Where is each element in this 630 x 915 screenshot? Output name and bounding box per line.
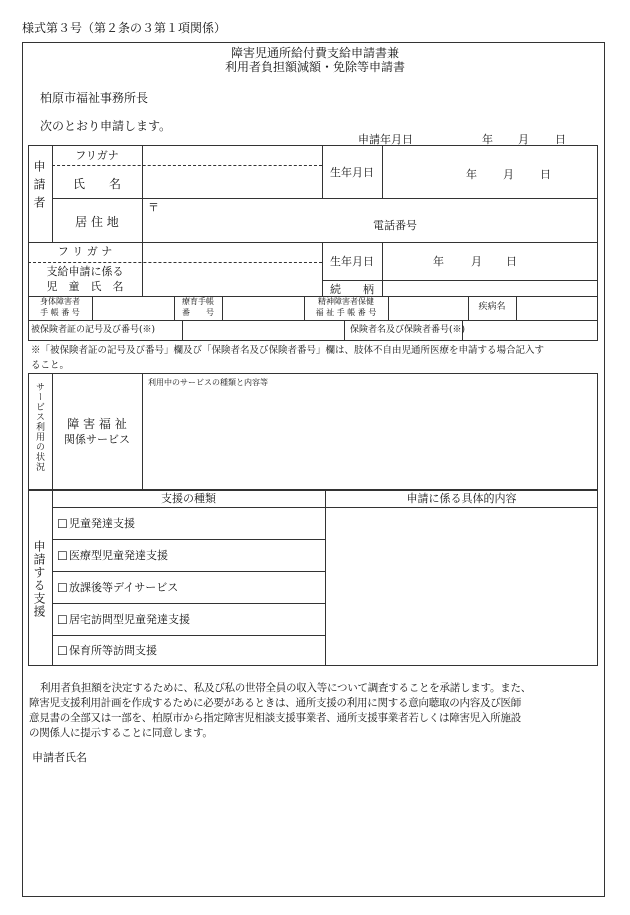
mental-handbook-label-line2: 福 祉 手 帳 番 号 [315, 308, 377, 317]
disease-label: 疾病名 [478, 302, 506, 312]
child-name-label-line1: 支給申請に係る [46, 265, 124, 278]
postal-mark: 〒 [148, 201, 159, 214]
signature-label: 申請者氏名 [32, 751, 87, 764]
service-section-label: サービス利用の状況 [34, 382, 44, 472]
child-birth-field[interactable] [383, 243, 597, 279]
insurer-field[interactable] [463, 321, 597, 340]
applicant-address-label: 居 住 地 [75, 215, 119, 229]
applicant-birth-label: 生年月日 [330, 166, 374, 179]
signature-field[interactable] [100, 746, 400, 768]
service-content-label: 利用中のサービスの種類と内容等 [148, 378, 268, 387]
support-option-medical-child-development[interactable] [53, 540, 324, 571]
insurer-label: 保険者名及び保険者番号(※) [350, 325, 466, 335]
support-option-label: 医療型児童発達支援 [69, 549, 168, 562]
child-name-label-line2: 児 童 氏 名 [46, 280, 124, 293]
support-option-label: 児童発達支援 [69, 517, 135, 530]
child-birth-month-unit: 月 [471, 255, 482, 268]
note-line1: ※「被保険者証の記号及び番号」欄及び「保険者名及び保険者番号」欄は、肢体不自由児通所医療を申請する場合記入す [31, 345, 545, 356]
form-label: 様式第３号（第２条の３第１項関係） [22, 21, 227, 35]
support-option-label: 保育所等訪問支援 [69, 644, 157, 657]
insurance-card-label: 被保険者証の記号及び番号(※) [31, 325, 156, 335]
application-day-field[interactable] [530, 131, 554, 145]
applicant-address-field[interactable] [143, 199, 597, 241]
checkbox-icon[interactable]: ☐ [57, 581, 68, 595]
applicant-birth-year-unit: 年 [466, 168, 477, 181]
rehab-handbook-label-line1: 療育手帳 [182, 297, 214, 306]
rehab-handbook-field[interactable] [223, 297, 303, 319]
disease-field[interactable] [517, 297, 597, 319]
support-type-header: 支援の種類 [161, 492, 216, 505]
service-label-line2: 関係サービス [64, 433, 130, 446]
support-option-child-development[interactable] [53, 508, 324, 539]
application-month-unit: 月 [518, 133, 529, 146]
child-furigana-label: フ リ ガ ナ [57, 245, 113, 258]
application-date-label: 申請年月日 [358, 133, 413, 146]
applicant-birth-month-unit: 月 [503, 168, 514, 181]
support-option-label: 居宅訪問型児童発達支援 [69, 613, 190, 626]
support-content-header: 申請に係る具体的内容 [406, 492, 517, 505]
child-birth-label: 生年月日 [330, 255, 374, 268]
form-title-line2: 利用者負担額減額・免除等申請書 [224, 60, 405, 74]
support-option-home-visit-child-development[interactable] [53, 604, 324, 635]
physical-handbook-label-line1: 身体障害者 [40, 297, 80, 306]
application-day-unit: 日 [555, 133, 566, 146]
consent-line4: の関係人に提示することに同意します。 [29, 727, 213, 739]
applicant-name-field[interactable] [143, 166, 321, 197]
insurance-card-field[interactable] [183, 321, 343, 340]
phone-label: 電話番号 [373, 219, 417, 232]
addressee: 柏原市福祉事務所長 [40, 91, 149, 105]
applicant-birth-field[interactable] [383, 146, 597, 197]
physical-handbook-field[interactable] [93, 297, 173, 319]
application-year-unit: 年 [482, 133, 493, 146]
service-label-line1: 障 害 福 祉 [67, 417, 127, 431]
applicant-section-label: 申請者 [32, 160, 46, 214]
consent-line1: 利用者負担額を決定するために、私及び私の世帯全員の収入等について調査することを承諾します。また、 [40, 682, 531, 694]
support-option-label: 放課後等デイサービス [69, 581, 179, 594]
application-year-field[interactable] [412, 131, 474, 145]
applicant-name-label: 氏 名 [72, 177, 121, 191]
rehab-handbook-label-line2: 番 号 [182, 308, 214, 317]
consent-line3: 意見書の全部又は一部を、柏原市から指定障害児相談支援事業者、通所支援事業者若しくは障害児入所施設 [29, 712, 521, 724]
relation-label: 続 柄 [330, 283, 374, 296]
mental-handbook-field[interactable] [389, 297, 467, 319]
mental-handbook-label-line1: 精神障害者保健 [318, 297, 374, 306]
child-birth-day-unit: 日 [506, 255, 517, 268]
child-birth-year-unit: 年 [433, 255, 444, 268]
form-title-line1: 障害児通所給付費支給申請書兼 [230, 46, 399, 60]
checkbox-icon[interactable]: ☐ [57, 517, 68, 531]
application-month-field[interactable] [492, 131, 516, 145]
support-option-after-school-day-service[interactable] [53, 572, 324, 603]
consent-line2: 障害児支援利用計画を作成するために必要があるときは、通所支援の利用に関する意向聴取の内容及び医師 [29, 697, 521, 709]
child-furigana-field[interactable] [143, 243, 321, 261]
support-section-label: 申請する支援 [32, 540, 46, 618]
support-content-field[interactable] [326, 508, 597, 665]
support-option-nursery-visit-support[interactable] [53, 636, 324, 665]
intro-text: 次のとおり申請します。 [40, 119, 172, 133]
applicant-birth-day-unit: 日 [540, 168, 551, 181]
checkbox-icon[interactable]: ☐ [57, 613, 68, 627]
applicant-furigana-field[interactable] [143, 146, 321, 164]
checkbox-icon[interactable]: ☐ [57, 549, 68, 563]
relation-field[interactable] [383, 281, 597, 295]
applicant-furigana-label: フリガナ [75, 149, 119, 162]
child-name-field[interactable] [143, 263, 321, 295]
checkbox-icon[interactable]: ☐ [57, 644, 68, 658]
service-content-field[interactable] [143, 390, 597, 489]
note-line2: ること。 [31, 360, 70, 371]
physical-handbook-label-line2: 手 帳 番 号 [40, 308, 80, 317]
